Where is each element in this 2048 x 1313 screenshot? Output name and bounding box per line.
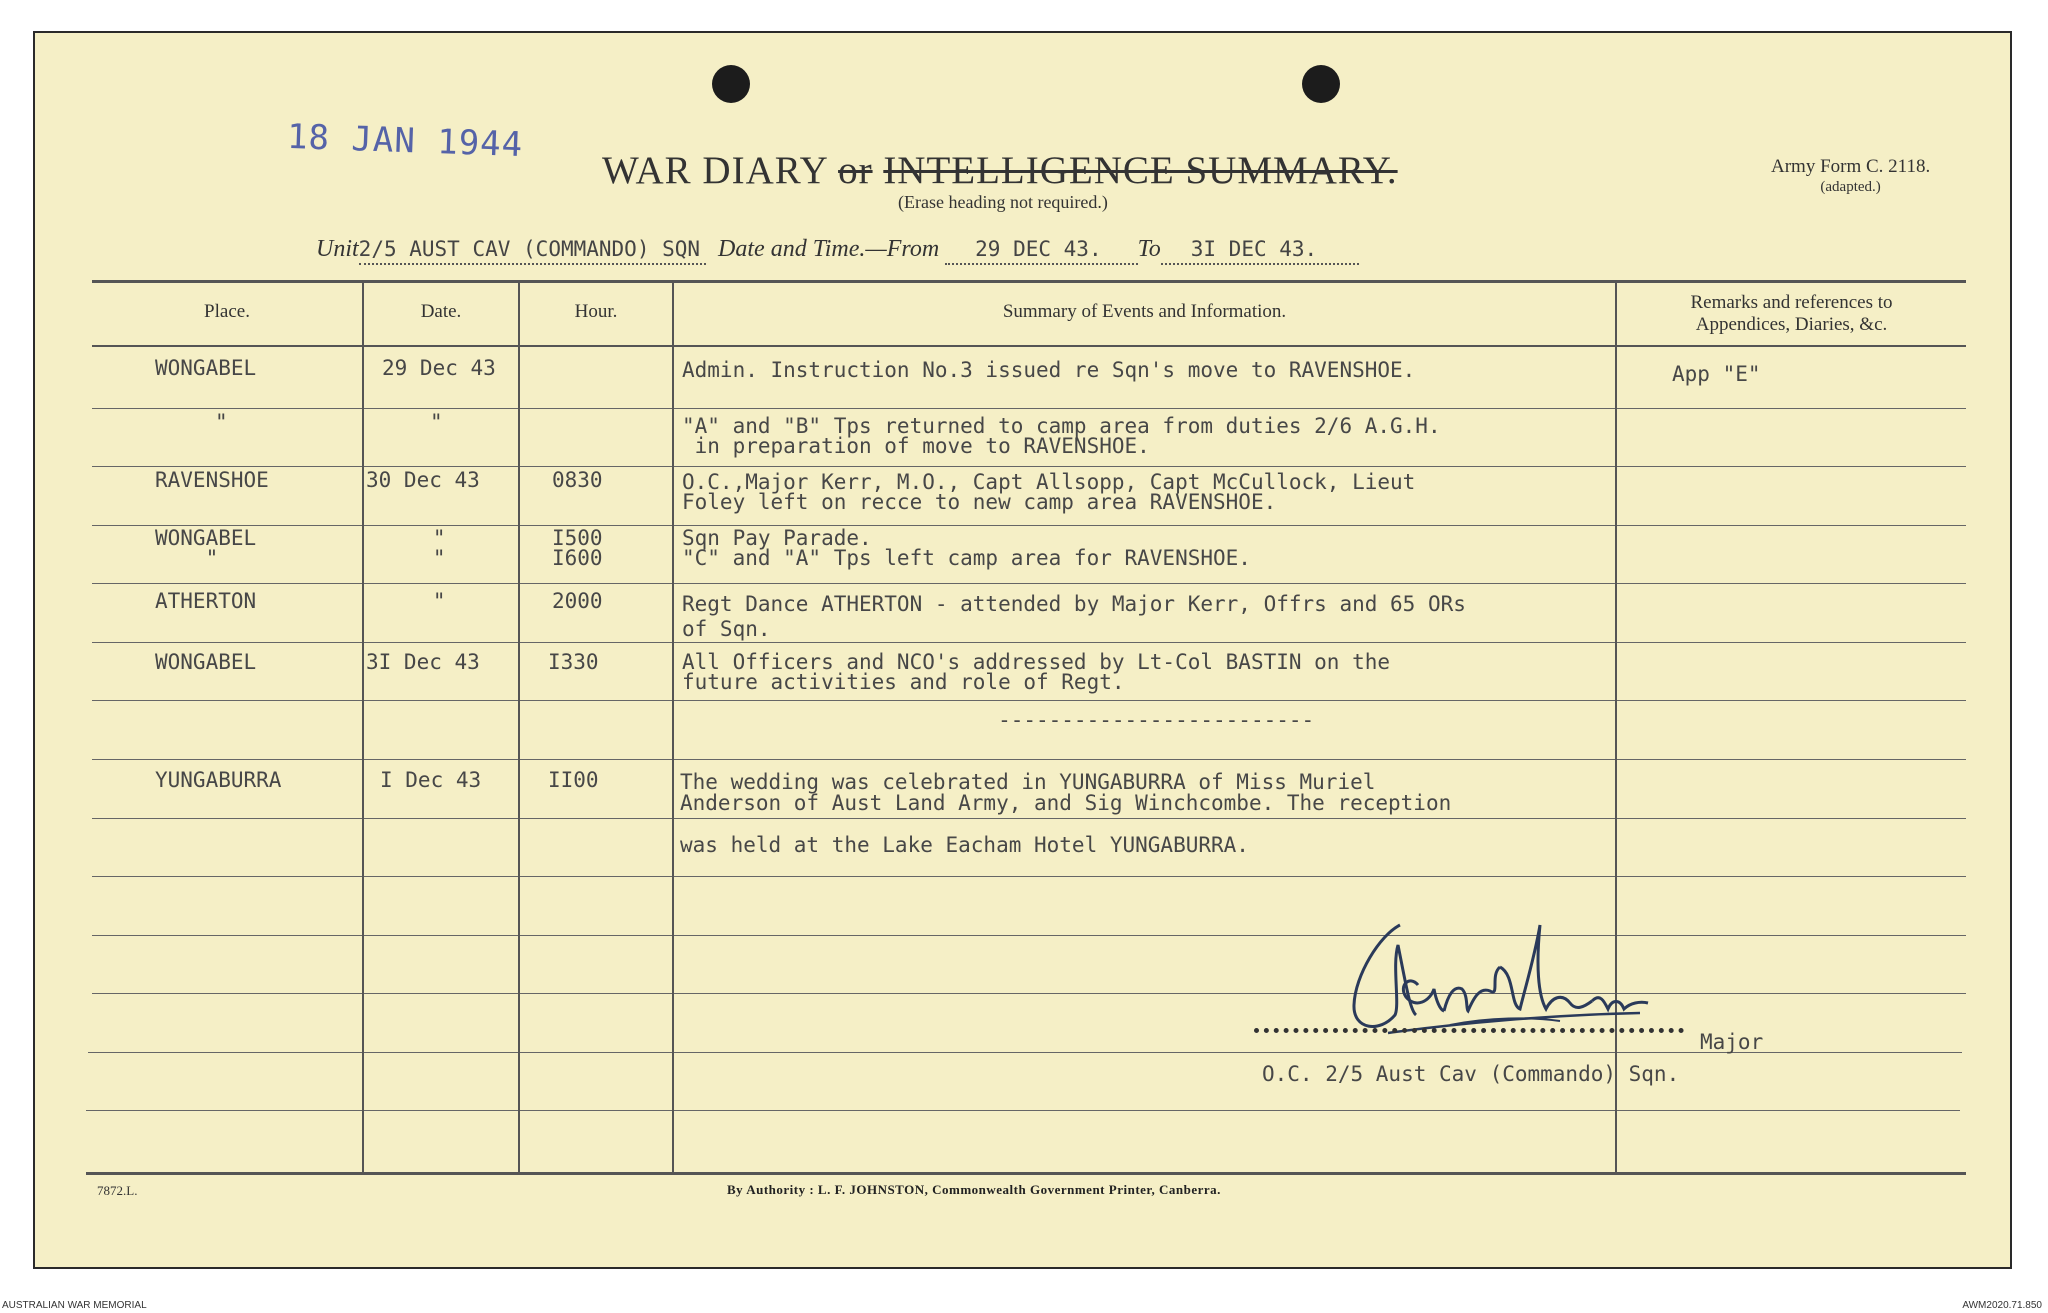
row-6-summary: All Officers and NCO's addressed by Lt-Col BASTIN on the future activities and role of Regt.	[682, 650, 1391, 694]
row-8-hour: II00	[548, 768, 599, 792]
table-top-rule	[92, 280, 1966, 283]
date-time-label: Date and Time.—From	[718, 236, 940, 262]
form-title	[602, 148, 1398, 193]
column-rule-hour-summary	[672, 282, 674, 1172]
army-form-adapted: (adapted.)	[1820, 179, 1881, 195]
row-6-place: WONGABEL	[155, 650, 257, 674]
row-1-place: WONGABEL	[155, 356, 257, 380]
row-4-date: " "	[432, 526, 446, 570]
row-rule	[92, 876, 1966, 877]
row-8-place: YUNGABURRA	[155, 768, 282, 792]
row-rule	[88, 1052, 1962, 1053]
row-rule	[92, 993, 1966, 994]
row-5-summary: Regt Dance ATHERTON - attended by Major Kerr, Offrs and 65 ORs of Sqn.	[682, 592, 1466, 641]
title-intelligence-summary: INTELLIGENCE SUMMARY.	[883, 149, 1398, 192]
row-5-hour: 2000	[552, 589, 603, 613]
remarks-header-line2: Appendices, Diaries, &c.	[1695, 314, 1888, 335]
remarks-header-line1: Remarks and references to	[1690, 292, 1893, 313]
column-rule-place-date	[362, 282, 364, 1172]
row-2-place: "	[215, 410, 228, 434]
row-rule	[92, 700, 1966, 701]
form-number: 7872.L.	[97, 1183, 138, 1198]
row-8-date: I Dec 43	[380, 768, 482, 792]
table-bottom-rule	[86, 1172, 1966, 1175]
column-header-remarks	[1617, 292, 1966, 336]
row-3-hour: 0830	[552, 468, 603, 492]
row-rule	[92, 583, 1966, 584]
row-4-place: WONGABEL "	[155, 526, 257, 570]
erase-note: (Erase heading not required.)	[898, 192, 1108, 212]
header-bottom-rule	[92, 345, 1966, 347]
title-war-diary: WAR DIARY	[602, 149, 828, 192]
unit-line	[316, 236, 1359, 265]
row-rule	[92, 642, 1966, 643]
row-rule	[92, 935, 1966, 936]
row-1-date: 29 Dec 43	[382, 356, 496, 380]
to-date-value: 3I DEC 43.	[1190, 237, 1318, 261]
row-5-place: ATHERTON	[155, 589, 257, 613]
row-2-summary: "A" and "B" Tps returned to camp area from duties 2/6 A.G.H. in preparation of move to RAVENSHOE.	[682, 414, 1441, 458]
row-4-summary: Sqn Pay Parade. "C" and "A" Tps left camp area for RAVENSHOE.	[682, 526, 1251, 570]
to-label: To	[1137, 236, 1161, 262]
row-3-place: RAVENSHOE	[155, 468, 269, 492]
handwritten-signature	[1340, 905, 1680, 1045]
signature-dotted-line	[1254, 1028, 1684, 1033]
row-rule	[86, 1110, 1960, 1111]
column-header-date: Date.	[420, 301, 462, 322]
row-1-summary: Admin. Instruction No.3 issued re Sqn's move to RAVENSHOE.	[682, 358, 1416, 382]
row-6-date: 3I Dec 43	[366, 650, 480, 674]
column-rule-date-hour	[518, 282, 520, 1172]
row-2-date: "	[430, 410, 443, 434]
row-rule	[92, 408, 1966, 409]
column-header-place: Place.	[204, 301, 250, 322]
received-date-stamp: 18 JAN 1944	[286, 116, 524, 166]
signatory-title: O.C. 2/5 Aust Cav (Commando) Sqn.	[1262, 1062, 1680, 1086]
column-header-hour: Hour.	[574, 301, 618, 322]
title-or: or	[838, 149, 873, 192]
punch-hole-right	[1302, 65, 1340, 103]
row-rule	[92, 466, 1966, 467]
printer-authority: By Authority : L. F. JOHNSTON, Commonwealth Government Printer, Canberra.	[727, 1182, 1221, 1197]
archive-accession-number: AWM2020.71.850	[1962, 1300, 2042, 1311]
army-form-number: Army Form C. 2118.	[1771, 156, 1931, 177]
punch-hole-left	[712, 65, 750, 103]
army-form-label	[1771, 156, 1930, 198]
row-3-date: 30 Dec 43	[366, 468, 480, 492]
unit-label: Unit	[316, 236, 359, 262]
archive-credit: AUSTRALIAN WAR MEMORIAL	[2, 1300, 147, 1311]
row-4-hour: I500 I600	[552, 526, 603, 570]
row-rule	[92, 759, 1966, 760]
column-header-summary: Summary of Events and Information.	[1002, 301, 1287, 322]
row-rule	[92, 525, 1966, 526]
row-3-summary: O.C.,Major Kerr, M.O., Capt Allsopp, Capt McCullock, Lieut Foley left on recce to new camp area RAVENSHOE.	[682, 470, 1416, 514]
row-5-date: "	[395, 589, 446, 613]
row-1-remarks: App "E"	[1672, 362, 1761, 386]
unit-value: 2/5 AUST CAV (COMMANDO) SQN	[358, 237, 701, 261]
from-date-value: 29 DEC 43.	[975, 237, 1102, 261]
row-7-separator: -------------------------	[682, 708, 1315, 732]
row-8-summary: The wedding was celebrated in YUNGABURRA of Miss Muriel Anderson of Aust Land Army, and Sig Winchcombe. The reception was held at the Lake Eacham Hotel YUNGABURRA.	[680, 770, 1452, 857]
signatory-rank: Major	[1700, 1030, 1764, 1054]
row-6-hour: I330	[548, 650, 599, 674]
